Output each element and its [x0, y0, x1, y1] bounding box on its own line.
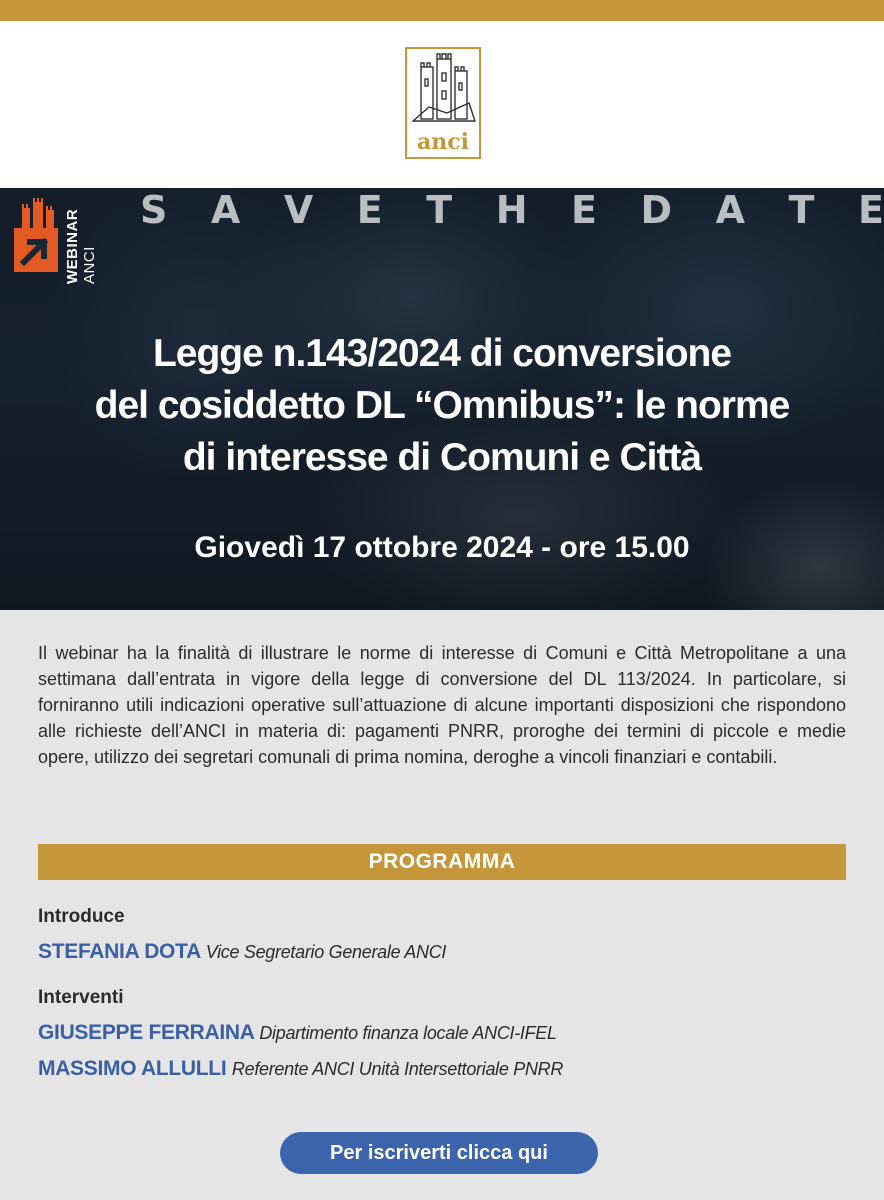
- badge-anci-label: ANCI: [81, 246, 98, 284]
- save-the-date-letter: S: [140, 188, 168, 232]
- speaker-role: Dipartimento finanza locale ANCI-IFEL: [259, 1023, 557, 1043]
- event-title-line: di interesse di Comuni e Città: [182, 436, 702, 479]
- interventi-label: Interventi: [38, 987, 124, 1008]
- speaker-name: GIUSEPPE FERRAINA: [38, 1021, 260, 1044]
- hero-banner: [0, 188, 884, 610]
- event-description: Il webinar ha la finalità di illustrare le norme di interesse di Comuni e Città Metropolitane a una settimana dall’entrata in vigore della legge di conversione del DL 113/2024. In particolare, si forniranno utili indicazioni operative sull’attuazione di alcune importanti disposizioni che rispondono alle richieste dell’ANCI in materia di: pagamenti PNRR, proroghe dei termini di piccole e medie opere, utilizzo dei segretari comunali di prima nomina, deroghe a vincoli finanziari e contabili.: [38, 643, 846, 767]
- event-date: Giovedì 17 ottobre 2024 - ore 15.00: [194, 531, 690, 564]
- speaker-role: Vice Segretario Generale ANCI: [205, 942, 447, 962]
- event-title: [20, 328, 864, 484]
- speaker-row: [38, 940, 446, 964]
- event-title-line: Legge n.143/2024 di conversione: [152, 332, 732, 375]
- speaker-name: MASSIMO ALLULLI: [38, 1057, 232, 1080]
- speaker-name: STEFANIA DOTA: [38, 940, 206, 963]
- save-the-date-letter: D: [640, 188, 673, 232]
- save-the-date-letter: H: [495, 188, 528, 232]
- introduce-label: Introduce: [38, 906, 125, 927]
- save-the-date-letter: A: [715, 188, 745, 232]
- speaker-role: Referente ANCI Unità Intersettoriale PNRR: [231, 1059, 564, 1079]
- anci-logo: [405, 47, 481, 159]
- save-the-date-letter: E: [356, 188, 383, 232]
- save-the-date-letter: A: [210, 188, 241, 232]
- webinar-anci-badge: [14, 198, 98, 288]
- save-the-date-letter: T: [426, 188, 453, 232]
- save-the-date-letter: E: [857, 188, 884, 232]
- castle-icon: [20, 198, 58, 228]
- save-the-date: [140, 190, 884, 230]
- register-button[interactable]: Per iscriverti clicca qui: [280, 1132, 598, 1174]
- save-the-date-letter: E: [571, 188, 597, 232]
- logo-wordmark: anci: [416, 129, 469, 155]
- header: [0, 21, 884, 188]
- programma-heading: PROGRAMMA: [38, 844, 846, 880]
- event-title-line: del cosiddetto DL “Omnibus”: le norme: [94, 384, 790, 427]
- save-the-date-letter: T: [788, 188, 815, 232]
- speaker-row: [38, 1057, 563, 1081]
- castle-towers-icon: [407, 49, 479, 133]
- save-the-date-letter: V: [283, 188, 314, 232]
- arrow-icon: [14, 228, 58, 272]
- badge-webinar-label: WEBINAR: [64, 208, 81, 284]
- top-accent-bar: [0, 0, 884, 21]
- speaker-row: [38, 1021, 557, 1045]
